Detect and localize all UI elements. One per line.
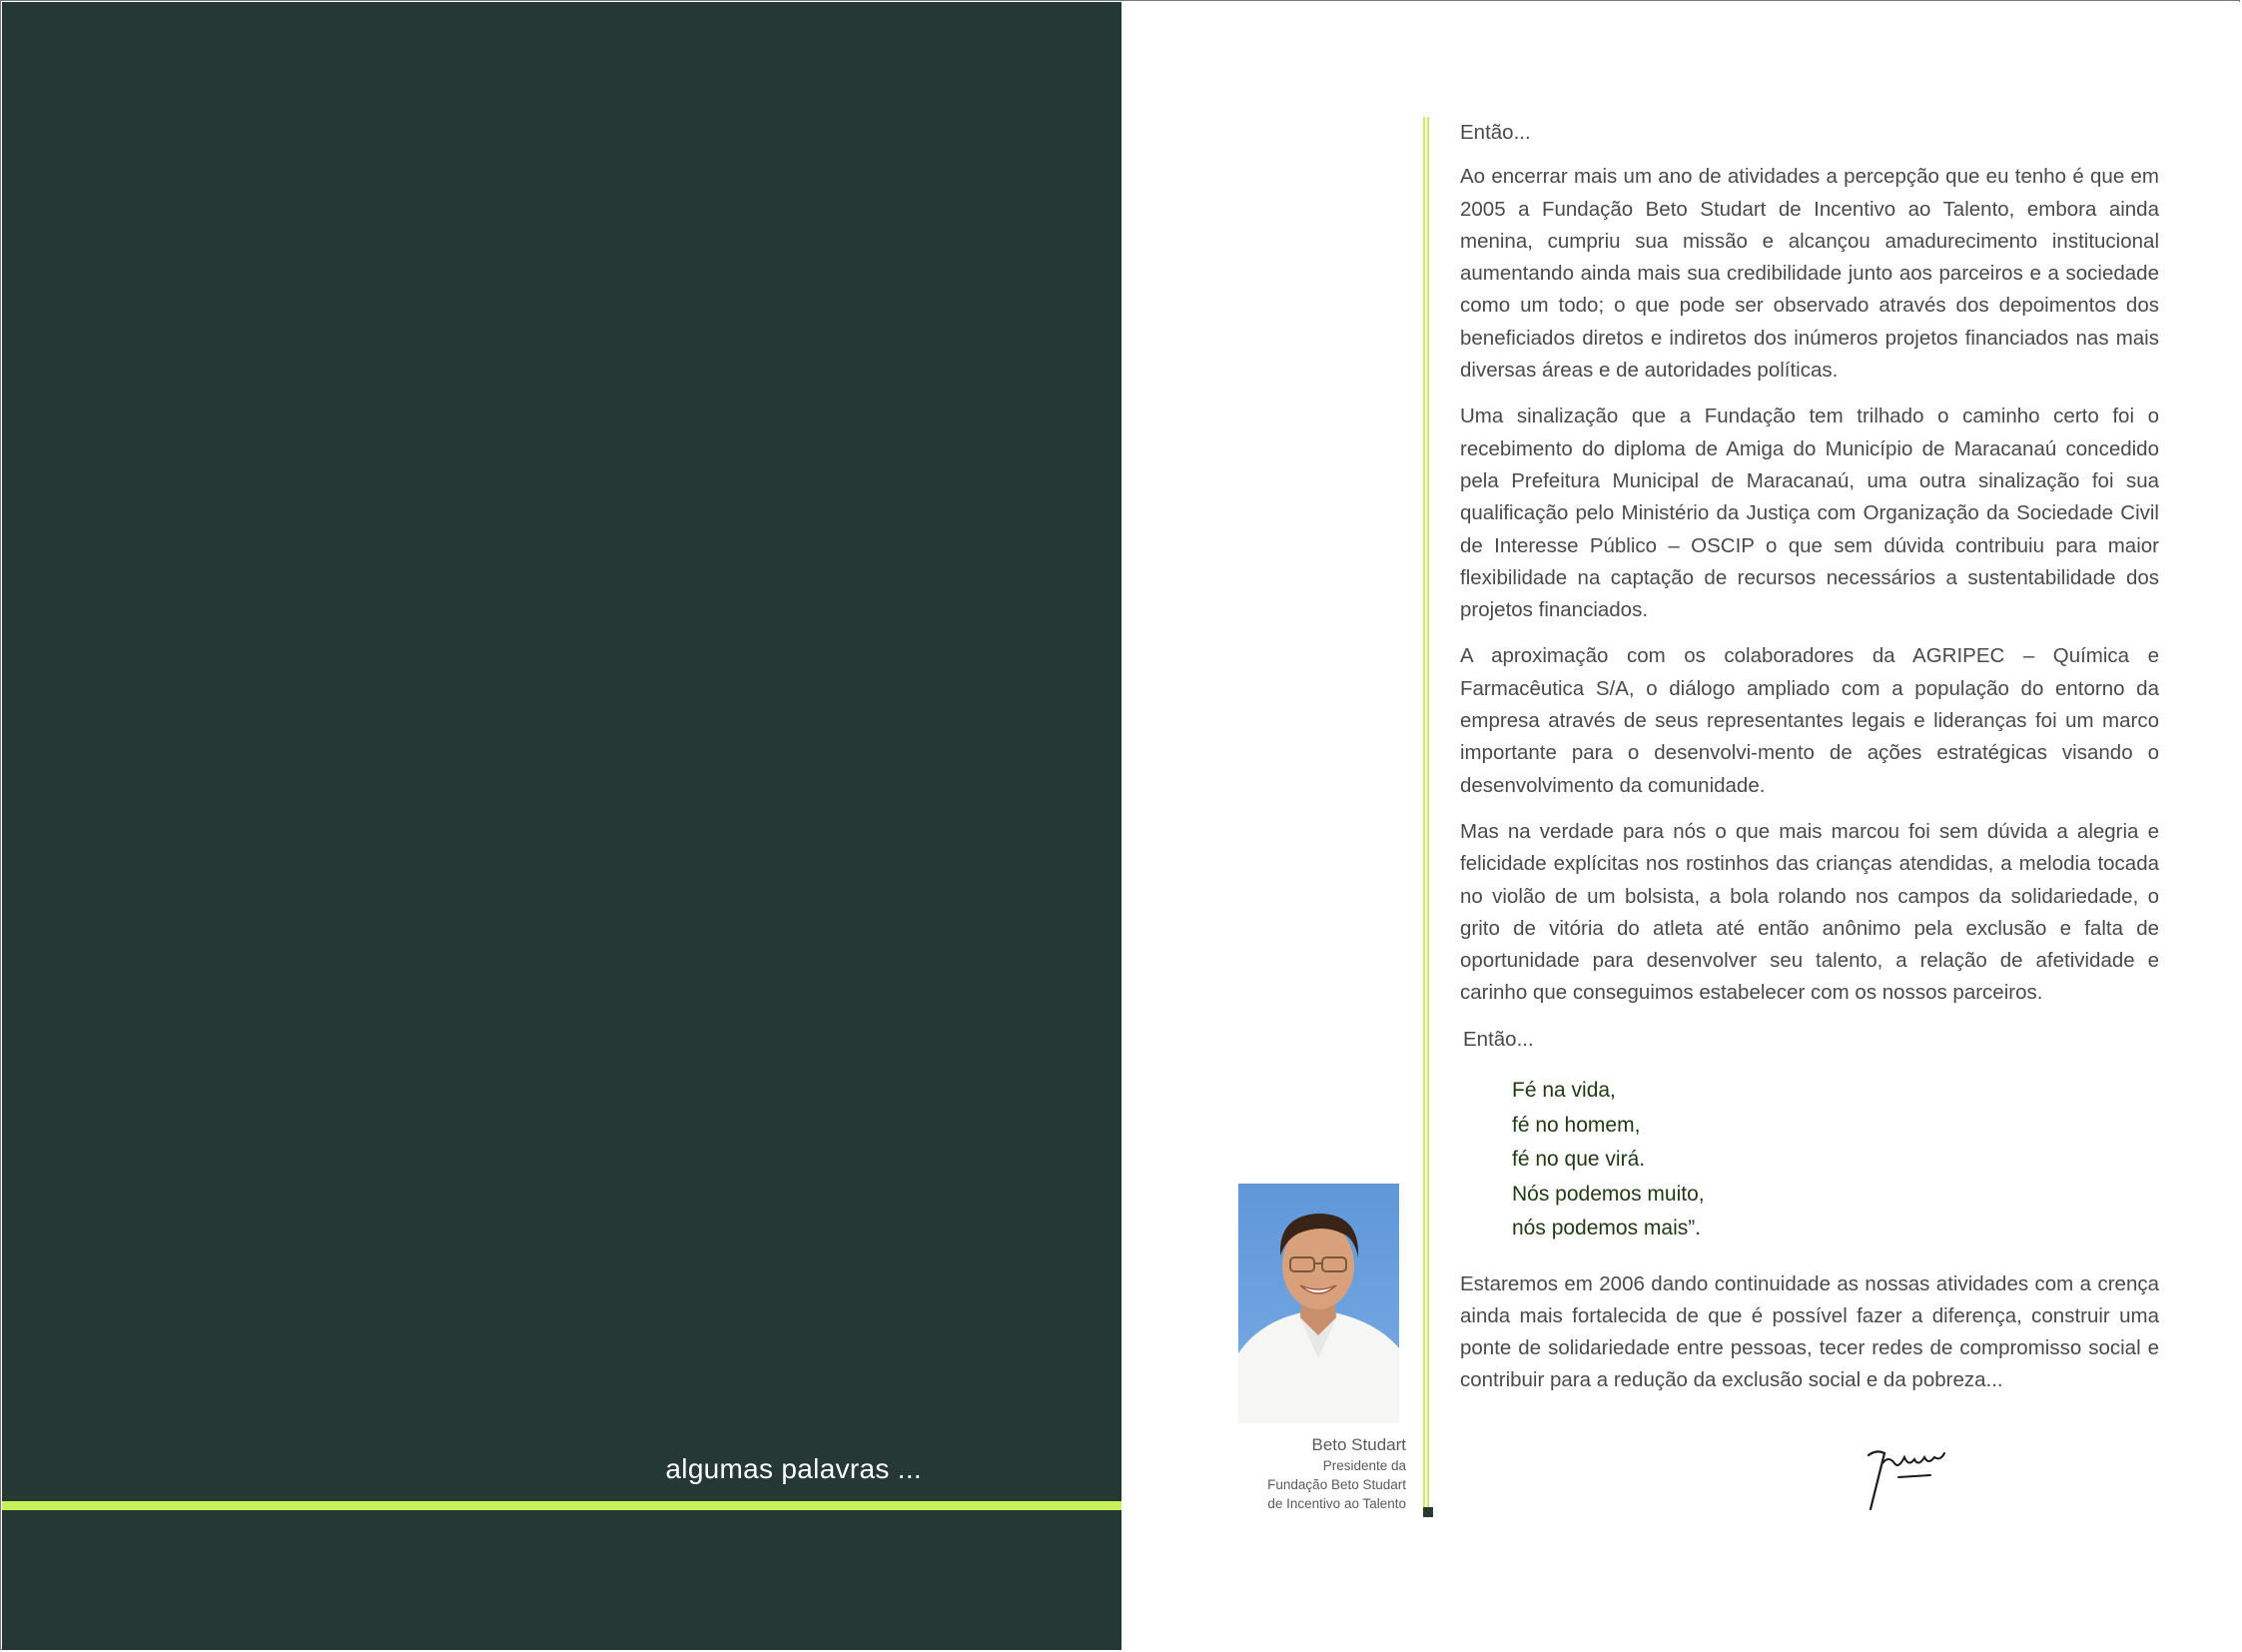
portrait-photo [1238,1184,1399,1423]
poem-line: fé no que virá. [1512,1148,1646,1172]
paragraph-4: Mas na verdade para nós o que mais marcou foi sem dúvida a alegria e felicidade explícitas nos rostinhos das crianças atendidas, a melodia tocada no violão de um bolsista, a bola rolando nos campos da solidariedade, o grito de vitória do atleta até então anônimo pela exclusão e falta de oportunidade para desenvolver seu talento, a relação de afetividade e carinho que conseguimos estabelecer com os nossos parceiros. [1460,819,2159,1005]
caption-role-line: de Incentivo ao Talento [1267,1496,1406,1511]
final-paragraph: Estaremos em 2006 dando continuidade as nossas atividades com a crença ainda mais fortalecida de que é possível fazer a diferença, construir uma ponte de solidariedade entre pessoas, tecer redes de compromisso social e contribuir para a redução da exclusão social e da pobreza... [1460,1271,2159,1392]
poem-line: Nós podemos muito, [1512,1182,1705,1206]
vertical-accent-rule [1423,117,1429,1507]
poem-quote [1512,1074,2159,1246]
paragraph-3: A aproximação com os colaboradores da AGRIPEC – Química e Farmacêutica S/A, o diálogo ampliado com a população do entorno da empresa através de seus representantes legais e lideranças foi um marco importante para o desenvolvi-mento de ações estratégicas visando o desenvolvimento da comunidade. [1460,644,2159,797]
caption-name: Beto Studart [1311,1435,1406,1454]
section-title: algumas palavras ... [665,1453,922,1484]
handwritten-signature [1859,1443,1963,1515]
poem-line: Fé na vida, [1512,1079,1616,1103]
photo-caption [1179,1434,1406,1513]
opening-line: Então... [1460,121,1531,144]
rule-end-square [1423,1507,1433,1517]
poem-line: fé no homem, [1512,1113,1641,1137]
poem-line: nós podemos mais”. [1512,1217,1702,1240]
accent-divider [2,1501,1121,1510]
left-page-panel [2,2,1121,1650]
caption-role-line: Presidente da [1322,1458,1406,1473]
paragraph-1: Ao encerrar mais um ano de atividades a percepção que eu tenho é que em 2005 a Fundação Beto Studart de Incentivo ao Talento, embora ainda menina, cumpriu sua missão e alcançou amadurecimento institucional aumentando ainda mais sua credibilidade junto aos parceiros e a sociedade como um todo; o que pode ser observado através dos depoimentos dos beneficiados diretos e indiretos dos inúmeros projetos financiados nas mais diversas áreas e de autoridades políticas. [1460,165,2159,383]
letter-body [1460,117,2159,1411]
closing-intro: Então... [1463,1027,1534,1051]
paragraph-2: Uma sinalização que a Fundação tem trilhado o caminho certo foi o recebimento do diploma de Amiga do Município de Maracanaú concedido pela Prefeitura Municipal de Maracanaú, uma outra sinalização foi sua qualificação pelo Ministério da Justiça com Organização da Sociedade Civil de Interesse Público – OSCIP o que sem dúvida contribuiu para maior flexibilidade na captação de recursos necessários a sustentabilidade dos projetos financiados. [1460,405,2159,622]
caption-role-line: Fundação Beto Studart [1267,1477,1406,1492]
